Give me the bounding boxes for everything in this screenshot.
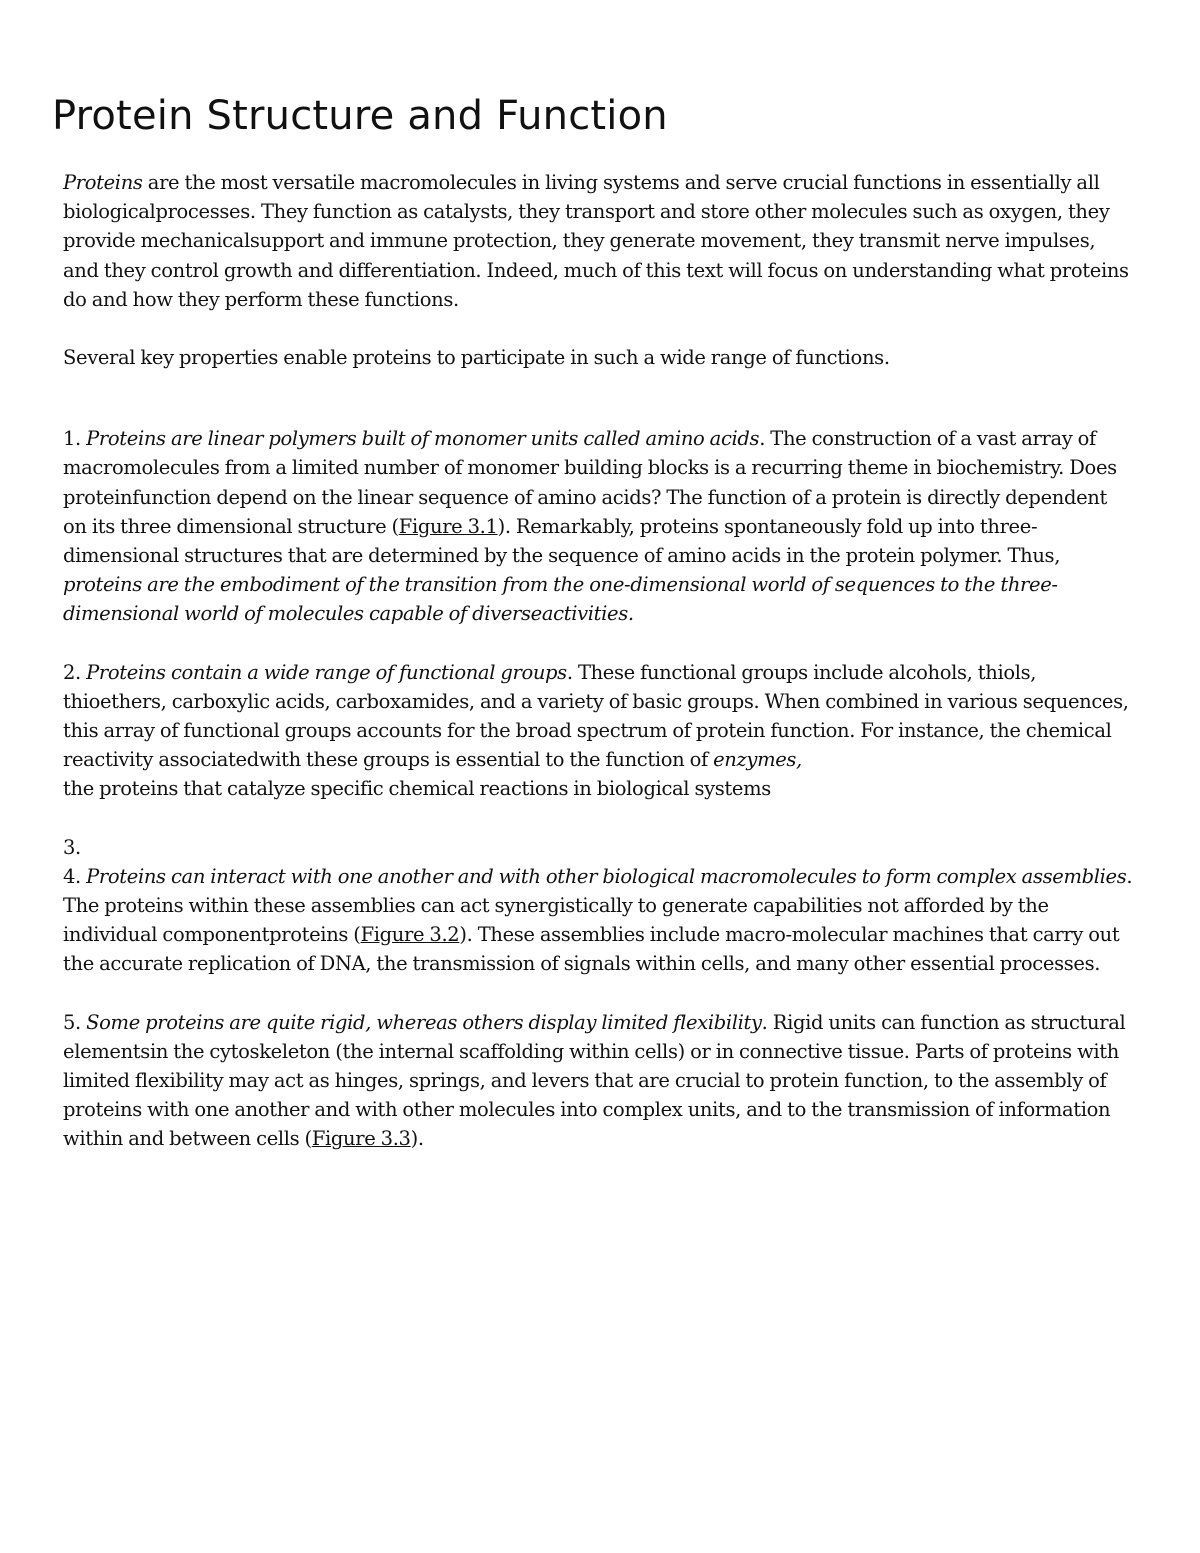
item-text: . These functional groups include alcohols, thiols, thioethers, carboxylic acids, carboxamides, and a variety of basic groups. When combined in various sequences, this array of functional groups accounts for the broad spectrum of protein function. For instance, the chemical reactivity associatedwith these groups is essential to the function of xyxy=(63,660,1129,772)
item-text: the proteins that catalyze specific chemical reactions in biological systems xyxy=(63,777,771,801)
item-text: . The proteins within these assemblies can act synergistically to generate capabilities not afforded by the individual componentproteins ( xyxy=(63,864,1133,947)
intro-paragraph xyxy=(63,168,1133,314)
property-item-5 xyxy=(63,1008,1133,1154)
item-text: ). These assemblies include macro-molecular machines that carry out the accurate replication of DNA, the transmission of signals within cells, and many other essential processes. xyxy=(63,923,1120,976)
spacer xyxy=(63,314,1133,343)
item-text: ). Remarkably, proteins spontaneously fold up into three-dimensional structures that are determined by the sequence of amino acids in the protein polymer. Thus, xyxy=(63,514,1061,568)
intro-term: Proteins xyxy=(63,171,143,194)
figure-3-2-link[interactable]: Figure 3.2 xyxy=(360,923,460,947)
spacer xyxy=(63,979,1133,1008)
property-item-4 xyxy=(63,862,1133,979)
intro-text: are the most versatile macromolecules in living systems and serve crucial functions in essentially all biologicalprocesses. They function as catalysts, they transport and store other molecules such as oxygen, they provide mechanicalsupport and immune protection, they generate movement, they transmit nerve impulses, and they control growth and differentiation. Indeed, much of this text will focus on understanding what proteins do and how they perform these functions. xyxy=(63,171,1129,311)
item-heading: Proteins can interact with one another and with other biological macromolecules to form complex assemblies xyxy=(86,864,1127,888)
figure-3-3-link[interactable]: Figure 3.3 xyxy=(311,1127,411,1151)
item-text: ). xyxy=(410,1127,424,1151)
item-heading: Proteins are linear polymers built of monomer units called amino acids xyxy=(86,427,760,451)
spacer xyxy=(63,804,1133,833)
item-number: 3. xyxy=(63,835,81,859)
property-item-1 xyxy=(63,424,1133,628)
item-number: 5. xyxy=(63,1010,87,1034)
page-title: Protein Structure and Function xyxy=(52,93,668,139)
item-number: 2. xyxy=(63,660,87,684)
spacer xyxy=(63,372,1133,424)
property-item-3 xyxy=(63,833,1133,862)
item-heading: Proteins contain a wide range of functional groups xyxy=(86,660,567,684)
item-number: 1. xyxy=(63,427,87,451)
item-text: . Rigid units can function as structural elementsin the cytoskeleton (the internal scaffolding within cells) or in connective tissue. Parts of proteins with limited flexibility may act as hinges, springs, and levers that are crucial to protein function, to the assembly of proteins with one another and with other molecules into complex units, and to the transmission of information within and between cells ( xyxy=(63,1010,1126,1151)
spacer xyxy=(63,629,1133,658)
figure-3-1-link[interactable]: Figure 3.1 xyxy=(398,514,498,538)
property-item-2 xyxy=(63,658,1133,804)
item-number: 4. xyxy=(63,864,87,888)
enzymes-term: enzymes, xyxy=(713,748,802,772)
item-emphasis: proteins are the embodiment of the transition from the one-dimensional world of sequences to the three-dimensional world of molecules capable of diverseactivities. xyxy=(63,573,1058,626)
item-text: . The construction of a vast array of macromolecules from a limited number of monomer building blocks is a recurring theme in biochemistry. Does proteinfunction depend on the linear sequence of amino acids? The function of a protein is directly dependent on its three dimensional structure ( xyxy=(63,427,1117,538)
properties-intro-paragraph: Several key properties enable proteins to participate in such a wide range of functions. xyxy=(63,346,890,370)
item-heading: Some proteins are quite rigid, whereas others display limited flexibility xyxy=(86,1010,762,1034)
document-body xyxy=(63,168,1133,1154)
